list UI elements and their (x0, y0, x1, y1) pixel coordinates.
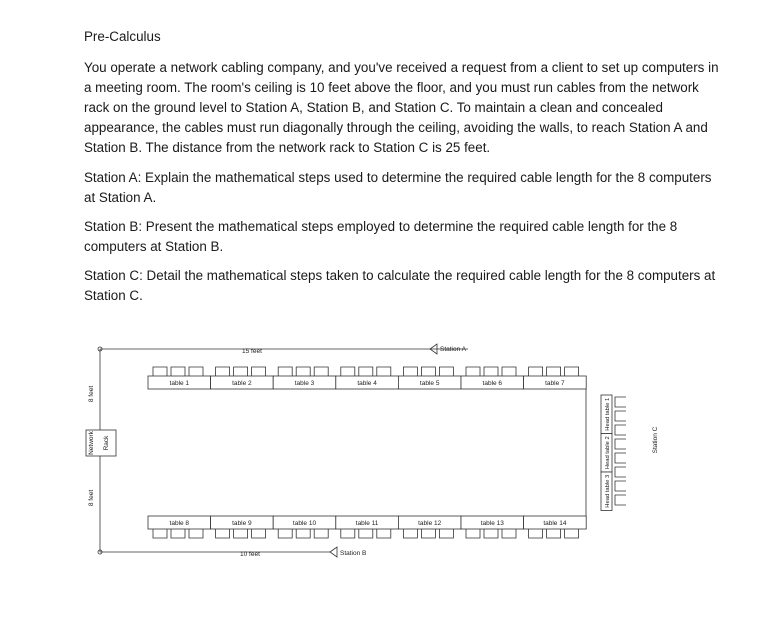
table-label: table 8 (169, 520, 190, 527)
chair-icon (359, 367, 373, 376)
dim-bottom-label: 10 feet (240, 551, 260, 558)
dim-left-top-label: 8 feet (88, 385, 95, 403)
chair-icon (547, 367, 561, 376)
chair-icon (565, 367, 579, 376)
chair-icon (615, 425, 626, 435)
chair-icon (278, 367, 292, 376)
chair-icon (615, 453, 626, 463)
chair-icon (439, 367, 453, 376)
chair-icon (466, 529, 480, 538)
chair-icon (252, 367, 266, 376)
chair-icon (377, 529, 391, 538)
head-table-label: Head table 3 (605, 474, 611, 508)
chair-icon (421, 367, 435, 376)
chair-icon (484, 367, 498, 376)
chair-icon (547, 529, 561, 538)
station-c-label: Station C (652, 426, 659, 454)
chair-icon (421, 529, 435, 538)
station-c-question: Station C: Detail the mathematical steps taken to calculate the required cable length for the 8 computers at Station C. (84, 268, 716, 303)
chair-icon (216, 367, 230, 376)
table-label: table 10 (292, 520, 317, 527)
chair-icon (296, 529, 310, 538)
table-label: table 14 (543, 520, 567, 527)
chair-icon (189, 367, 203, 376)
chair-icon (615, 411, 626, 421)
dim-top-label: 15 feet (242, 348, 262, 355)
table-label: table 11 (355, 520, 379, 527)
chair-icon (189, 529, 203, 538)
station-b-arrow-icon (330, 547, 337, 557)
intro-paragraph: You operate a network cabling company, and you've received a request from a client to set up computers in a meeting room. The room's ceiling is 10 feet above the floor, and you must run cables from the network rack on the ground level to Station A, Station B, and Station C. To maintain a clean and concealed appearance, the cables must run diagonally through the ceiling, avoiding the walls, to reach Station A and Station B. The distance from the network rack to Station C is 25 feet. (84, 60, 719, 155)
chair-icon (153, 529, 167, 538)
chair-icon (278, 529, 292, 538)
chair-icon (171, 367, 185, 376)
chair-icon (529, 529, 543, 538)
chair-icon (296, 367, 310, 376)
chair-icon (153, 367, 167, 376)
chair-icon (234, 367, 248, 376)
table-label: table 5 (419, 380, 440, 387)
chair-icon (615, 397, 626, 407)
chair-icon (314, 529, 328, 538)
chair-icon (216, 529, 230, 538)
table-label: table 12 (418, 520, 442, 527)
chair-icon (502, 367, 516, 376)
chair-icon (341, 367, 355, 376)
subject-heading: Pre-Calculus (84, 29, 161, 44)
table-label: table 13 (480, 520, 504, 527)
chair-icon (615, 439, 626, 449)
chair-icon (171, 529, 185, 538)
chair-icon (466, 367, 480, 376)
table-label: table 7 (545, 380, 565, 387)
chair-icon (502, 529, 516, 538)
head-table-label: Head table 1 (605, 397, 611, 431)
head-table-label: Head table 2 (605, 436, 611, 470)
chair-icon (314, 367, 328, 376)
chair-icon (252, 529, 266, 538)
chair-icon (484, 529, 498, 538)
table-label: table 2 (232, 380, 252, 387)
rack-label-network: Network (88, 431, 95, 455)
chair-icon (529, 367, 543, 376)
table-label: table 6 (482, 380, 503, 387)
chair-icon (359, 529, 373, 538)
chair-icon (439, 529, 453, 538)
station-b-label: Station B (340, 550, 367, 557)
table-label: table 1 (169, 380, 190, 387)
table-label: table 4 (357, 380, 377, 387)
station-b-question: Station B: Present the mathematical steps employed to determine the required cable length for the 8 computers at Station B. (84, 219, 678, 254)
chair-icon (403, 367, 417, 376)
dim-left-bottom-label: 8 feet (88, 489, 95, 507)
chair-icon (234, 529, 248, 538)
chair-icon (615, 481, 626, 491)
table-label: table 9 (232, 520, 252, 527)
chair-icon (615, 495, 626, 505)
chair-icon (403, 529, 417, 538)
rack-label-rack: Rack (103, 435, 110, 451)
station-a-label: Station A (440, 346, 467, 353)
chair-icon (565, 529, 579, 538)
station-a-question: Station A: Explain the mathematical steps used to determine the required cable length for the 8 computers at Station A. (84, 170, 712, 205)
chair-icon (341, 529, 355, 538)
chair-icon (377, 367, 391, 376)
table-label: table 3 (294, 380, 315, 387)
chair-icon (615, 467, 626, 477)
